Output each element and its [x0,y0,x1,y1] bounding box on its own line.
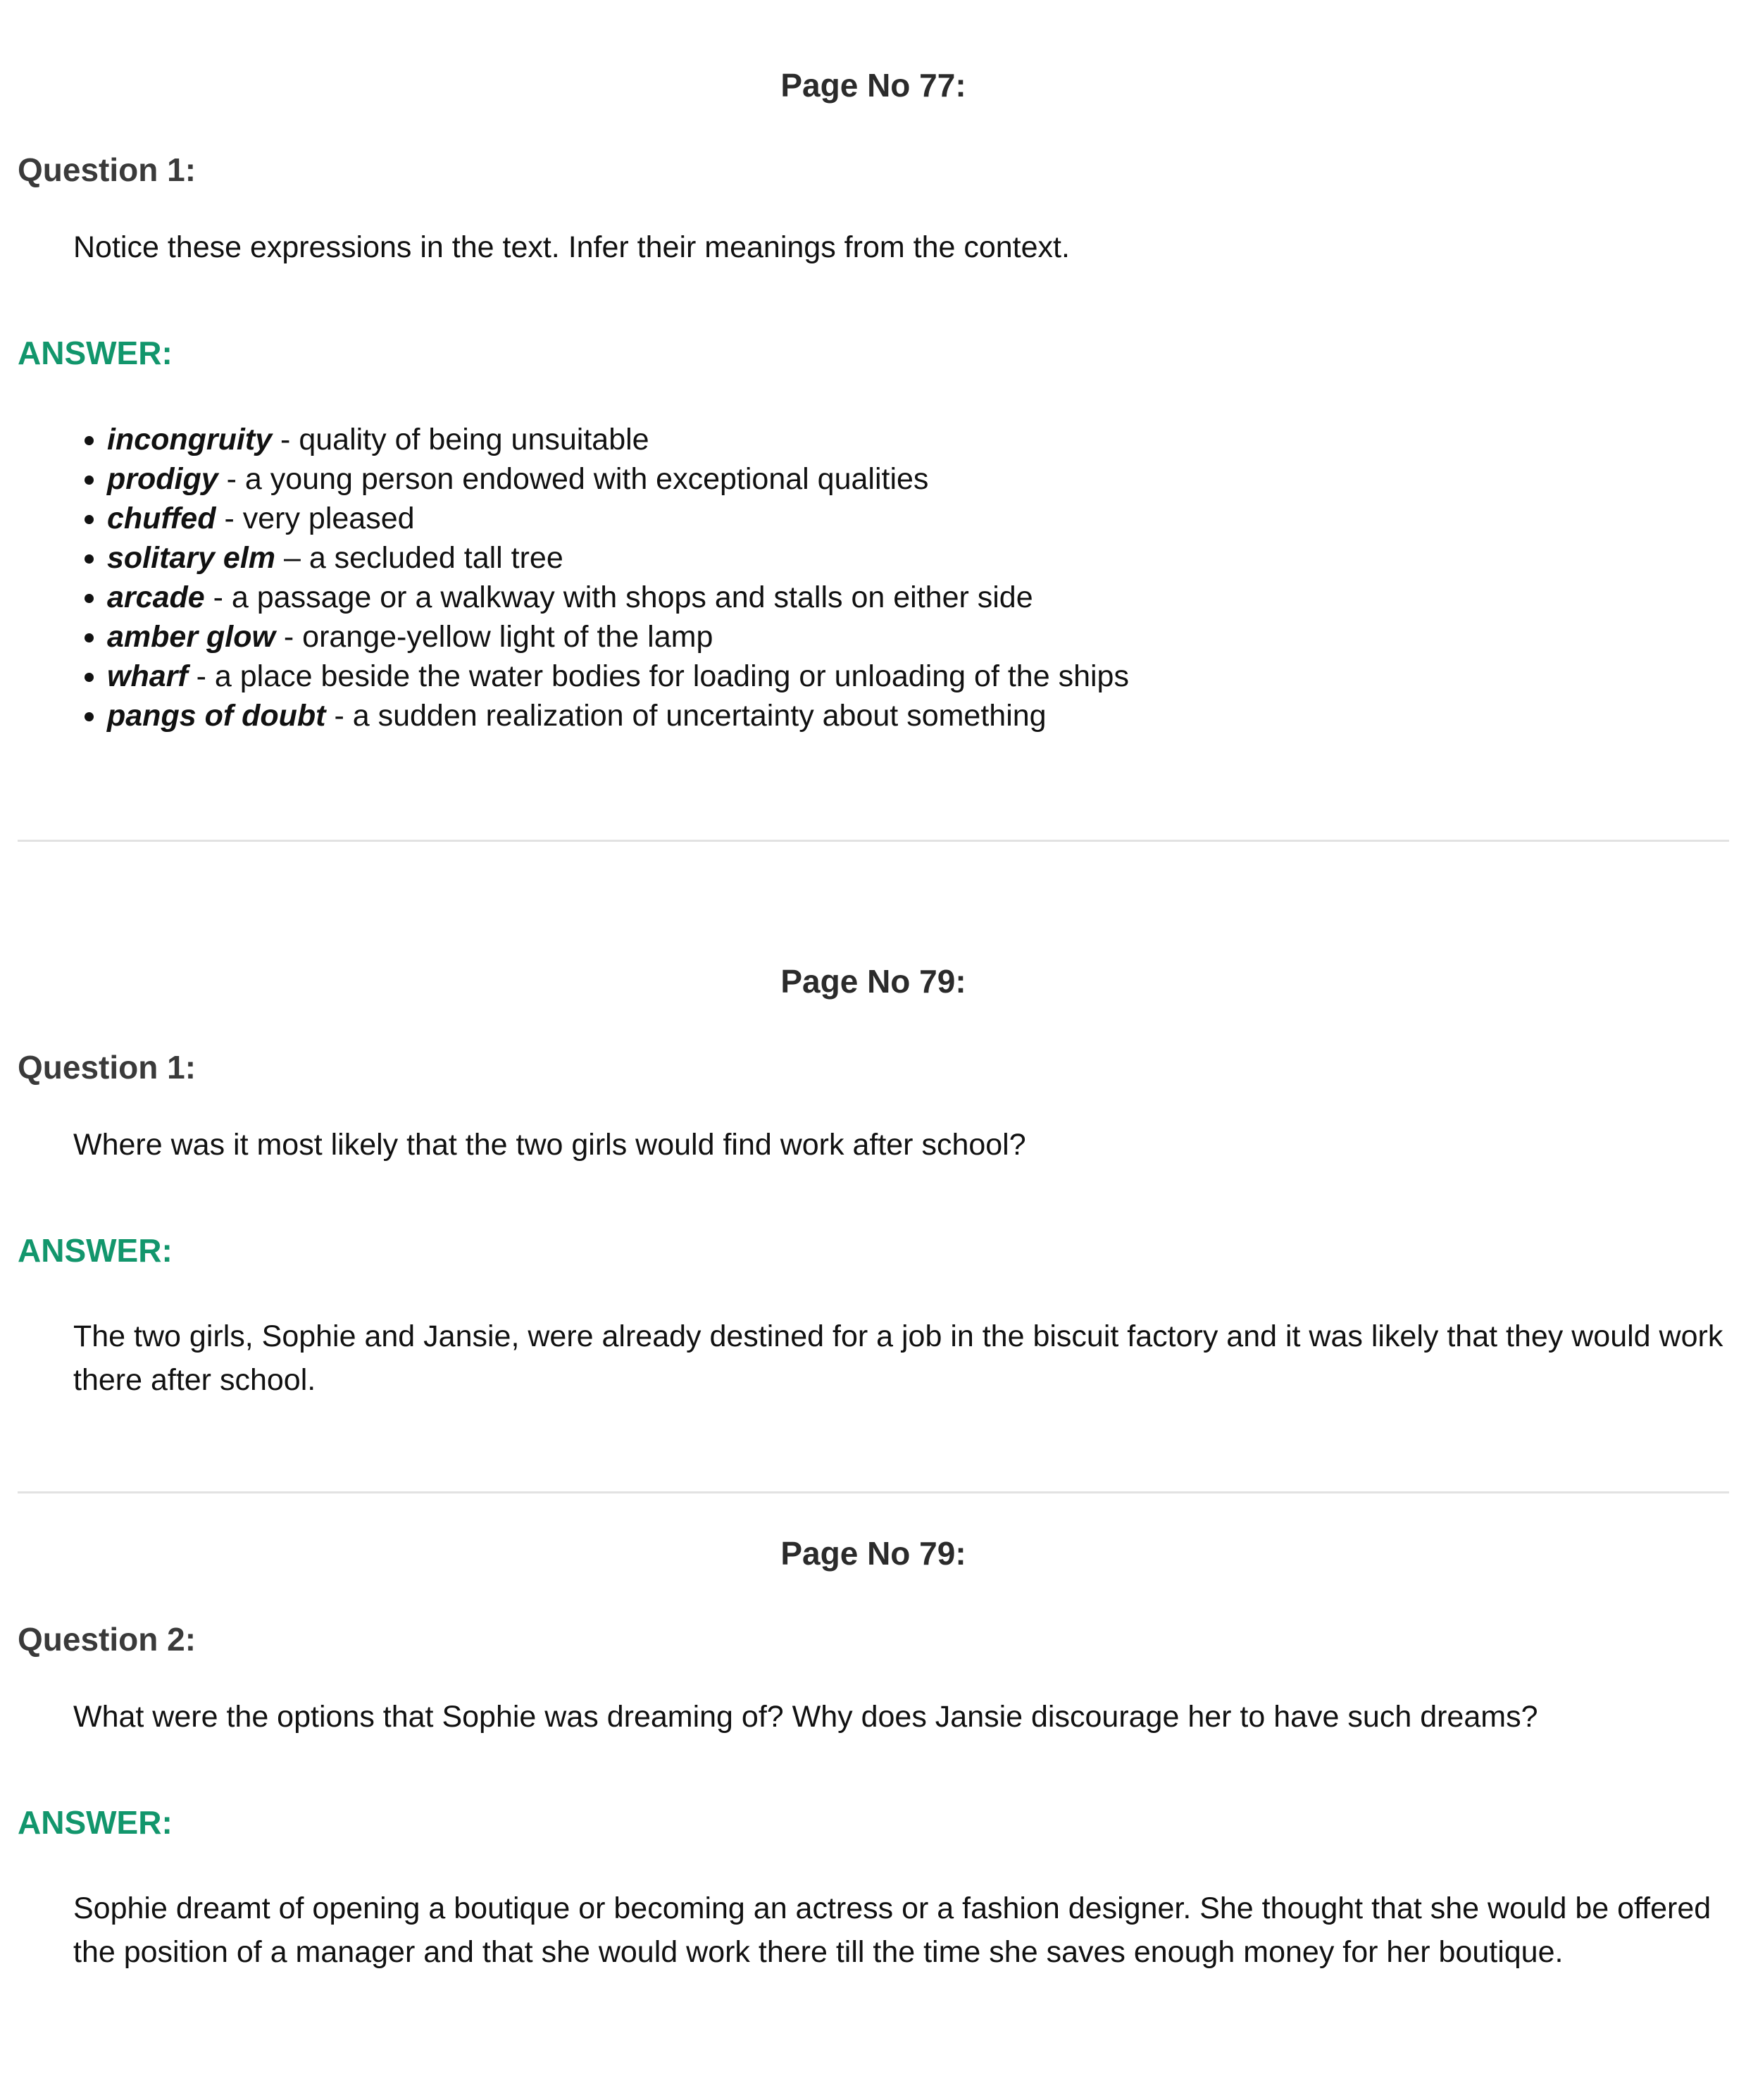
page-heading-77: Page No 77: [780,67,966,104]
list-item: • pangs of doubt - a sudden realization of uncertainty about something [107,696,1129,735]
answer-1-label: ANSWER: [18,335,173,371]
term: arcade [107,580,205,614]
term: pangs of doubt [107,699,326,733]
question-1-text: Notice these expressions in the text. Infer their meanings from the context. [73,230,1070,264]
term: solitary elm [107,541,275,575]
meaning: a place beside the water bodies for loading or unloading of the ships [214,659,1129,693]
page-heading-79: Page No 79: [780,963,966,1000]
answer-2-label: ANSWER: [18,1804,173,1841]
list-item: • amber glow - orange-yellow light of the lamp [107,617,1129,657]
question-1-label: Question 1: [18,151,197,188]
meaning: orange-yellow light of the lamp [302,620,713,654]
meaning: very pleased [242,502,415,535]
term: prodigy [107,462,218,496]
meaning: a secluded tall tree [308,541,563,575]
question-2-text: What were the options that Sophie was dreaming of? Why does Jansie discourage her to have such dreams? [73,1700,1538,1734]
list-item: • prodigy - a young person endowed with exceptional qualities [107,459,1129,499]
question-2-label: Question 2: [18,1621,197,1658]
term: wharf [107,659,188,693]
meaning: a passage or a walkway with shops and stalls on either side [231,580,1033,614]
list-item: • solitary elm – a secluded tall tree [107,538,1129,578]
term: amber glow [107,620,275,654]
question-1-text: Where was it most likely that the two girls would find work after school? [73,1128,1026,1162]
meaning: a young person endowed with exceptional qualities [244,462,929,496]
term-list [18,420,1129,735]
page-heading-79: Page No 79: [780,1535,966,1572]
term: incongruity [107,423,273,456]
list-item: • chuffed - very pleased [107,499,1129,538]
term: chuffed [107,502,216,535]
meaning: a sudden realization of uncertainty about something [352,699,1047,733]
list-item: • wharf - a place beside the water bodies for loading or unloading of the ships [107,657,1129,696]
question-1-label: Question 1: [18,1049,197,1086]
answer-1-text: The two girls, Sophie and Jansie, were already destined for a job in the biscuit factory and it was likely that they would work there after school. [73,1319,1723,1398]
answer-2-text: Sophie dreamt of opening a boutique or becoming an actress or a fashion designer. She thought that she would be offered the position of a manager and that she would work there till the time she saves enough money for her boutique. [73,1891,1711,1970]
list-item: • arcade - a passage or a walkway with shops and stalls on either side [107,578,1129,617]
list-item: • incongruity - quality of being unsuitable [107,420,1129,459]
answer-1-label: ANSWER: [18,1232,173,1269]
divider [18,1491,1729,1493]
divider [18,840,1729,842]
meaning: quality of being unsuitable [299,423,649,456]
